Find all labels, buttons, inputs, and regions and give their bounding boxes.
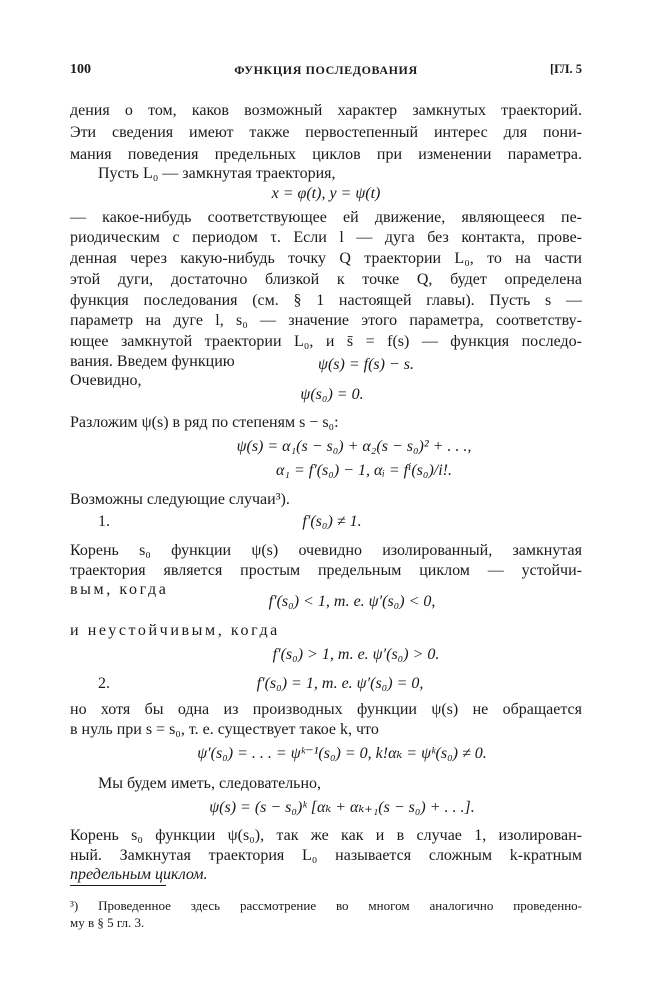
text-line: вания. Введем функцию [70,353,235,370]
formula: ψ(s₀) = 0. [300,386,364,403]
formula: ψ(s) = α₁(s − s₀) + α₂(s − s₀)² + . . ., [236,438,472,455]
page-number: 100 [70,62,91,77]
formula: ψ′(s₀) = . . . = ψᵏ⁻¹(s₀) = 0, k!αₖ = ψᵏ(s₀) ≠ 0. [197,745,487,762]
text-line: параметр на дуге l, s₀ — значение этого параметра, соответству- [70,312,582,329]
running-header [70,62,582,84]
text-line: траектория является простым предельным циклом — устойчи- [70,562,582,579]
text-line: функция последования (см. § 1 настоящей главы). Пусть s — [70,292,582,309]
footnote-line: му в § 5 гл. 3. [70,915,145,930]
text-line: Мы будем иметь, следовательно, [98,775,322,792]
formula: f′(s₀) = 1, т. е. ψ′(s₀) = 0, [256,675,424,692]
text-line: но хотя бы одна из производных функции ψ(s) не обращается [70,701,582,718]
footnote-line: ³) Проведенное здесь рассмотрение во многом аналогично проведенно- [70,898,582,913]
text-line: риодическим с периодом τ. Если l — дуга без контакта, прове- [70,229,582,246]
text-line: Очевидно, [70,372,142,389]
text-line: Эти сведения имеют также первостепенный интерес для пони- [70,124,582,141]
formula: x = φ(t), y = ψ(t) [271,185,381,202]
text-line: Корень s₀ функции ψ(s₀), так же как и в случае 1, изолирован- [70,827,582,844]
formula: ψ(s) = (s − s₀)ᵏ [αₖ + αₖ₊₁(s − s₀) + . . .]. [209,799,475,816]
formula: α₁ = f′(s₀) − 1, αᵢ = fⁱ(s₀)/i!. [276,462,452,479]
formula: f′(s₀) > 1, т. е. ψ′(s₀) > 0. [272,646,440,663]
text-line: и неустойчивым, когда [70,622,280,639]
text-line: ющее замкнутой траектории L₀, и s̄ = f(s) — функция последо- [70,333,582,350]
formula: f′(s₀) ≠ 1. [302,513,362,530]
text-line: дения о том, каков возможный характер замкнутых траекторий. [70,102,582,119]
running-title: ФУНКЦИЯ ПОСЛЕДОВАНИЯ [234,63,418,77]
text-line: предельным циклом. [70,866,208,883]
footnote-rule [70,885,166,886]
text-line: ный. Замкнутая траектория L₀ называется сложным k-кратным [70,847,582,864]
text-line: Разложим ψ(s) в ряд по степеням s − s₀: [70,414,339,431]
case-number: 1. [98,513,110,530]
text-line: Корень s₀ функции ψ(s) очевидно изолированный, замкнутая [70,542,582,559]
text-line: — какое-нибудь соответствующее ей движение, являющееся пе- [70,209,582,226]
text-line: вым, когда [70,581,169,598]
text-line: этой дуги, достаточно близкой к точке Q, будет определена [70,271,582,288]
text-line: денная через какую-нибудь точку Q траектории L₀, то на части [70,250,582,267]
case-number: 2. [98,675,110,692]
text-line: Возможны следующие случаи³). [70,491,290,508]
text-line: мания поведения предельных циклов при изменении параметра. [70,146,582,163]
chapter-marker: [ГЛ. 5 [549,62,582,76]
text-line: Пусть L₀ — замкнутая траектория, [98,165,336,182]
text-line: в нуль при s = s₀, т. е. существует такое k, что [70,721,379,738]
formula: ψ(s) = f(s) − s. [318,356,414,373]
formula: f′(s₀) < 1, т. е. ψ′(s₀) < 0, [268,593,436,610]
